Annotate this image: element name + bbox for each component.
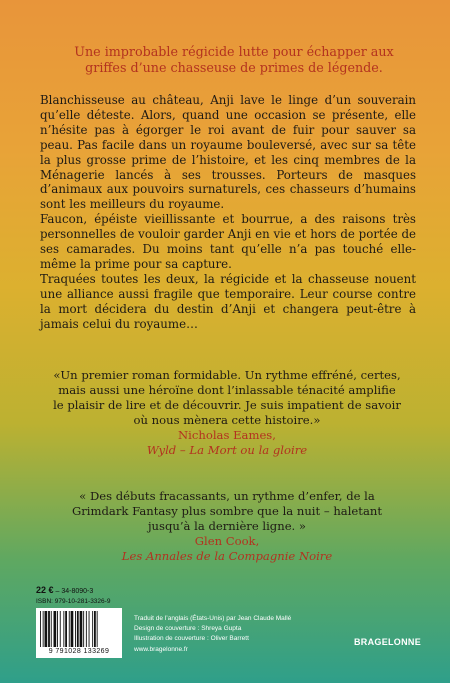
tagline: Une improbable régicide lutte pour échapper aux griffes d’une chasseuse de primes de légende. (74, 44, 394, 75)
quote-author-book: Wyld – La Mort ou la gloire (146, 443, 308, 457)
credit-cover-design: Design de couverture : Shreya Gupta (134, 625, 242, 633)
product-code: – 34-8090-3 (55, 588, 94, 595)
price-line (36, 585, 122, 597)
summary-paragraph-2: Faucon, épéiste vieillissante et bourrue, a des raisons très personnelles de vouloir garder Anji en vie et hors de portée de ses camarades. Du moins tant qu’elle n’a pas touché elle-même la prime pour sa capture. (40, 212, 416, 271)
summary-paragraph-3: Traquées toutes les deux, la régicide et la chasseuse nouent une alliance aussi fragile que temporaire. Leur course contre la mort décidera du destin d’Anji et changera peut-être à jamais celui du royaume… (40, 271, 416, 331)
publisher-logo: BRAGELONNE (354, 637, 422, 647)
price: 22 € (36, 585, 54, 595)
price-and-barcode (36, 585, 122, 658)
review-quote-eames (52, 368, 402, 458)
book-summary (40, 93, 416, 332)
publisher-website: www.bragelonne.fr (134, 645, 188, 653)
isbn: ISBN: 979-10-281-3326-9 (36, 598, 111, 605)
barcode-icon (39, 611, 119, 647)
review-quote-cook (52, 489, 402, 564)
credit-cover-illustration: Illustration de couverture : Oliver Barrett (134, 635, 249, 643)
quote-text: «Un premier roman formidable. Un rythme effréné, certes, mais aussi une héroïne dont l’inlassable ténacité amplifie le plaisir de lire et de découvrir. Je suis impatient de savoir où nous mènera cette histoire.» (53, 368, 401, 427)
barcode-number: 9 791028 133269 (48, 648, 110, 655)
quote-author: Nicholas Eames, (178, 428, 276, 442)
quote-author: Glen Cook, (194, 534, 260, 548)
quote-author-book: Les Annales de la Compagnie Noire (121, 549, 333, 563)
credits (134, 614, 334, 655)
summary-paragraph-1: Blanchisseuse au château, Anji lave le linge d’un souverain qu’elle déteste. Alors, quand une occasion se présente, elle n’hésite pas à égorger le roi avant de fuir pour sauver sa peau. Pas facile dans un royaume bouleversé, avec sur sa tête la plus grosse prime de l’histoire, et les cinq membres de la Ménagerie lancés à ses trousses. Porteurs de masques d’animaux aux pouvoirs surnaturels, ces chasseurs d’humains sont les meilleurs du royaume. (40, 93, 416, 212)
barcode (36, 608, 122, 658)
quote-text: « Des débuts fracassants, un rythme d’enfer, de la Grimdark Fantasy plus sombre que la nuit – haletant jusqu’à la dernière ligne. » (71, 489, 382, 533)
credit-translation: Traduit de l’anglais (États-Unis) par Jean Claude Mallé (134, 615, 292, 622)
